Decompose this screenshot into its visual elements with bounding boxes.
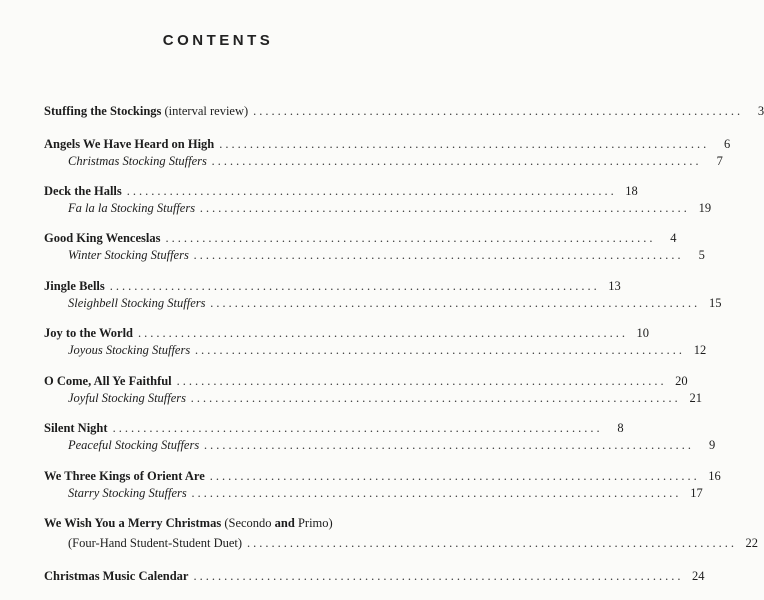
page-number: 3 bbox=[757, 104, 764, 118]
entry-title: Angels We Have Heard on High bbox=[44, 137, 215, 151]
entry-subtitle-part: Primo bbox=[294, 516, 329, 530]
entry-subtitle-part: ) bbox=[328, 516, 333, 530]
dot-leader: ................................................................................ bbox=[176, 374, 667, 388]
page-title: CONTENTS bbox=[162, 32, 274, 49]
page-number: 7 bbox=[716, 154, 723, 168]
toc-entry[interactable] bbox=[44, 516, 375, 530]
toc-subentry[interactable] bbox=[68, 248, 705, 262]
subentry-title: Joyful Stocking Stuffers bbox=[68, 391, 187, 405]
dot-leader: ................................................................................ bbox=[109, 279, 600, 293]
subentry-title: (Four-Hand Student-Student Duet) bbox=[68, 536, 243, 550]
toc-subentry[interactable] bbox=[68, 154, 723, 168]
page-number: 8 bbox=[617, 421, 624, 435]
entry-title: Stuffing the Stockings bbox=[44, 104, 162, 118]
toc-subentry[interactable] bbox=[68, 201, 712, 215]
entry-title: O Come, All Ye Faithful bbox=[44, 374, 172, 388]
entry-subtitle-conjunction: and bbox=[274, 516, 295, 530]
dot-leader: ................................................................................ bbox=[191, 391, 682, 405]
entry-title: Jingle Bells bbox=[44, 279, 105, 293]
dot-leader: ................................................................................ bbox=[193, 248, 684, 262]
toc-entry[interactable] bbox=[44, 184, 638, 198]
subentry-title: Starry Stocking Stuffers bbox=[68, 486, 187, 500]
dot-leader: ................................................................................ bbox=[126, 184, 617, 198]
page-number: 4 bbox=[670, 231, 677, 245]
subentry-title: Sleighbell Stocking Stuffers bbox=[68, 296, 206, 310]
page-number: 6 bbox=[724, 137, 731, 151]
dot-leader: ................................................................................ bbox=[112, 421, 603, 435]
page-number: 19 bbox=[698, 201, 712, 215]
dot-leader: ................................................................................ bbox=[191, 486, 682, 500]
page-number: 5 bbox=[698, 248, 705, 262]
entry-title: Christmas Music Calendar bbox=[44, 569, 189, 583]
page-number: 24 bbox=[691, 569, 705, 583]
toc-entry[interactable] bbox=[44, 469, 721, 483]
toc-entry[interactable] bbox=[44, 279, 621, 293]
page-number: 12 bbox=[693, 343, 707, 357]
subentry-title: Joyous Stocking Stuffers bbox=[68, 343, 191, 357]
page-number: 21 bbox=[689, 391, 703, 405]
toc-entry[interactable] bbox=[44, 326, 650, 340]
subentry-title: Fa la la Stocking Stuffers bbox=[68, 201, 196, 215]
page-number: 16 bbox=[708, 469, 721, 483]
entry-title: We Three Kings of Orient Are bbox=[44, 469, 205, 483]
dot-leader: ................................................................................ bbox=[138, 326, 629, 340]
page-number: 10 bbox=[636, 326, 650, 340]
entry-subtitle-part: (Secondo bbox=[221, 516, 275, 530]
dot-leader: ................................................................................ bbox=[253, 104, 744, 118]
dot-leader: ................................................................................ bbox=[211, 154, 702, 168]
toc-entry[interactable] bbox=[44, 569, 705, 583]
toc-entry[interactable] bbox=[44, 374, 688, 388]
subentry-title: Winter Stocking Stuffers bbox=[68, 248, 189, 262]
entry-subtitle: (interval review) bbox=[161, 104, 249, 118]
page-number: 22 bbox=[745, 536, 759, 550]
toc-subentry[interactable] bbox=[68, 391, 703, 405]
page-number: 20 bbox=[675, 374, 688, 388]
dot-leader: ................................................................................ bbox=[209, 469, 700, 483]
dot-leader: ................................................................................ bbox=[204, 438, 695, 452]
dot-leader: ................................................................................ bbox=[165, 231, 656, 245]
dot-leader: ................................................................................ bbox=[247, 536, 738, 550]
entry-title: Silent Night bbox=[44, 421, 108, 435]
toc-entry[interactable] bbox=[44, 137, 731, 151]
toc-entry[interactable] bbox=[44, 421, 624, 435]
toc-entry[interactable] bbox=[44, 231, 677, 245]
entry-title: We Wish You a Merry Christmas bbox=[44, 516, 222, 530]
page-number: 18 bbox=[625, 184, 638, 198]
subentry-title: Peaceful Stocking Stuffers bbox=[68, 438, 200, 452]
dot-leader: ................................................................................ bbox=[195, 343, 686, 357]
page-number: 9 bbox=[708, 438, 716, 452]
toc-subentry[interactable] bbox=[68, 438, 716, 452]
entry-title: Deck the Halls bbox=[44, 184, 122, 198]
page-number: 15 bbox=[708, 296, 722, 310]
toc-subentry[interactable] bbox=[68, 343, 707, 357]
dot-leader: ................................................................................ bbox=[200, 201, 691, 215]
toc-subentry[interactable] bbox=[68, 296, 722, 310]
toc-subentry[interactable] bbox=[68, 486, 703, 500]
toc-subentry[interactable] bbox=[68, 536, 759, 550]
toc-entry[interactable] bbox=[44, 104, 764, 118]
dot-leader: ................................................................................ bbox=[193, 569, 684, 583]
subentry-title: Christmas Stocking Stuffers bbox=[68, 154, 207, 168]
page-number: 17 bbox=[690, 486, 703, 500]
entry-title: Joy to the World bbox=[44, 326, 134, 340]
dot-leader: ................................................................................ bbox=[210, 296, 701, 310]
dot-leader: ................................................................................ bbox=[219, 137, 710, 151]
entry-title: Good King Wenceslas bbox=[44, 231, 161, 245]
page-number: 13 bbox=[608, 279, 621, 293]
